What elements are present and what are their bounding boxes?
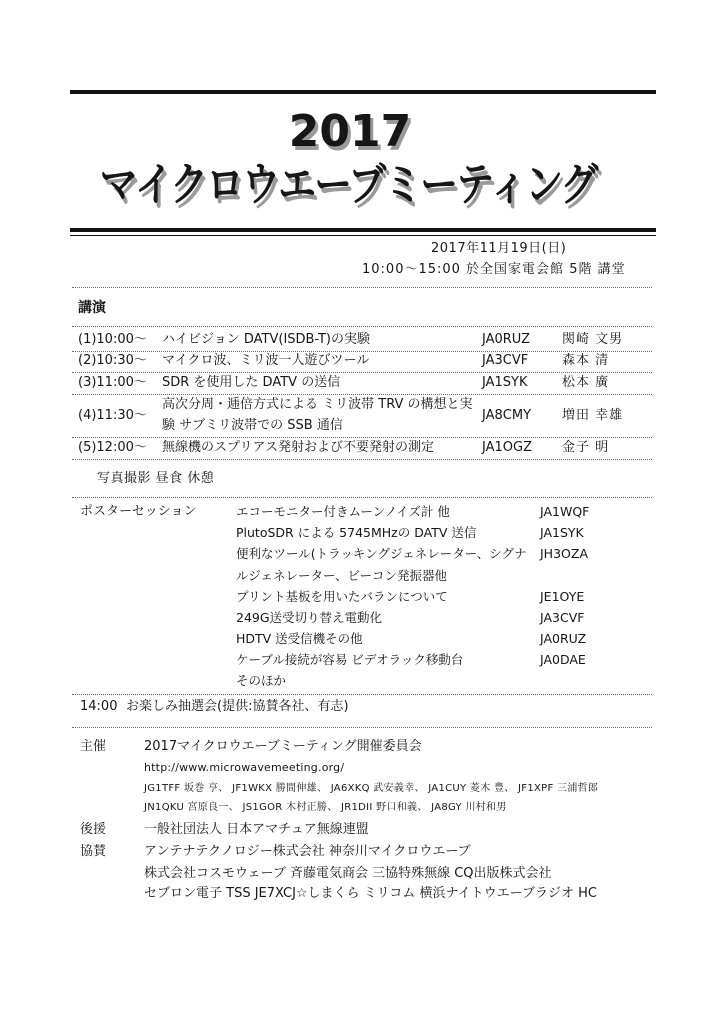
support-name: 一般社団法人 日本アマチュア無線連盟 <box>144 822 369 837</box>
lecture-title: SDR を使用した DATV の送信 <box>162 375 341 390</box>
poster-callsign: JH3OZA <box>540 546 588 561</box>
lecture-speaker: 森本 清 <box>562 353 610 368</box>
lecture-title: マイクロ波、ミリ波一人遊びツール <box>162 353 370 368</box>
lecture-callsign: JA0RUZ <box>482 332 530 347</box>
lecture-title: 高次分周・逓倍方式による ミリ波帯 TRV の構想と実 <box>162 397 473 412</box>
poster-callsign: JA3CVF <box>540 610 585 625</box>
lecture-speaker: 松本 廣 <box>562 375 610 390</box>
bottom-rule <box>70 228 656 232</box>
poster-item: プリント基板を用いたバランについて <box>236 589 448 604</box>
lecture-title-continued: 験 サブミリ波帯での SSB 通信 <box>162 418 343 433</box>
lecture-title: 無線機のスプリアス発射および不要発射の測定 <box>162 440 434 455</box>
organizer-url: http://www.microwavemeeting.org/ <box>144 761 345 774</box>
poster-item: HDTV 送受信機その他 <box>236 631 363 646</box>
lecture-speaker: 増田 幸雄 <box>562 408 624 423</box>
lecture-callsign: JA1OGZ <box>482 440 532 455</box>
lecture-time: (3)11:00～ <box>78 375 147 390</box>
lecture-time: (5)12:00～ <box>78 440 147 455</box>
poster-item: そのほか <box>236 673 287 688</box>
poster-callsign: JA0DAE <box>540 652 586 667</box>
lecture-speaker: 関崎 文男 <box>562 332 624 347</box>
organizer-members: JG1TFF 坂巻 亨、 JF1WKX 勝間伸雄、 JA6XKQ 武安義幸、 JA1CUY 菱木 豊、 JF1XPF 三浦哲郎 <box>144 783 599 794</box>
lectures-heading: 講演 <box>78 300 106 316</box>
break-text: 写真撮影 昼食 休憩 <box>97 471 215 486</box>
divider <box>72 694 652 695</box>
poster-item: 便利なツール(トラッキングジェネレーター、シグナ <box>236 546 527 561</box>
poster-item-continued: ルジェネレーター、ビーコン発振器他 <box>236 568 447 583</box>
sponsors-line: アンテナテクノロジー株式会社 神奈川マイクロウエーブ <box>144 844 471 859</box>
event-date: 2017年11月19日(日) <box>431 241 567 256</box>
lecture-callsign: JA3CVF <box>482 353 529 368</box>
top-rule <box>70 90 656 94</box>
poster-item: エコーモニター付きムーンノイズ計 他 <box>236 504 450 519</box>
divider <box>72 287 652 288</box>
poster-item: 249G送受切り替え電動化 <box>236 610 383 625</box>
lecture-time: (1)10:00～ <box>78 332 147 347</box>
organizer-members: JN1QKU 宮原良一、 JS1GOR 木村正勝、 JR1DII 野口和義、 JA8GY 川村和男 <box>144 802 507 813</box>
lecture-time: (2)10:30～ <box>78 353 147 368</box>
lecture-callsign: JA8CMY <box>482 408 532 423</box>
lecture-time: (4)11:30～ <box>78 408 147 423</box>
sponsors-line: セブロン電子 TSS JE7XCJ☆しまくら ミリコム 横浜ナイトウエーブラジオ HC <box>144 886 597 901</box>
divider <box>72 459 652 460</box>
organizer-label: 主催 <box>80 739 107 754</box>
poster-item: ケーブル接続が容易 ビデオラック移動台 <box>236 652 464 667</box>
poster-heading: ポスターセッション <box>80 504 197 519</box>
title-year: 2017 <box>288 106 412 157</box>
lottery-time: 14:00 <box>80 699 118 714</box>
divider <box>72 372 652 373</box>
poster-callsign: JA1WQF <box>540 504 590 519</box>
sponsors-label: 協賛 <box>80 844 107 859</box>
poster-callsign: JE1OYE <box>540 589 585 604</box>
poster-item: PlutoSDR による 5745MHzの DATV 送信 <box>236 525 477 540</box>
event-time-place: 10:00～15:00 於全国家電会館 5階 講堂 <box>362 262 626 277</box>
sponsors-line: 株式会社コスモウェーブ 斉藤電気商会 三協特殊無線 CQ出版株式会社 <box>144 866 552 881</box>
lecture-speaker: 金子 明 <box>562 440 610 455</box>
organizer-name: 2017マイクロウエーブミーティング開催委員会 <box>144 739 422 754</box>
divider <box>72 326 652 327</box>
support-label: 後援 <box>80 822 107 837</box>
lottery-text: お楽しみ抽選会(提供:協賛各社、有志) <box>126 699 349 714</box>
bottom-rule-thin <box>70 235 656 236</box>
poster-callsign: JA1SYK <box>540 525 584 540</box>
divider <box>72 727 652 728</box>
lecture-title: ハイビジョン DATV(ISDB-T)の実験 <box>162 332 370 347</box>
poster-callsign: JA0RUZ <box>540 631 587 646</box>
divider <box>72 497 652 498</box>
divider <box>72 394 652 395</box>
title-main: マイクロウエーブミーティング <box>99 158 597 211</box>
divider <box>72 437 652 438</box>
divider <box>72 351 652 352</box>
lecture-callsign: JA1SYK <box>482 375 528 390</box>
